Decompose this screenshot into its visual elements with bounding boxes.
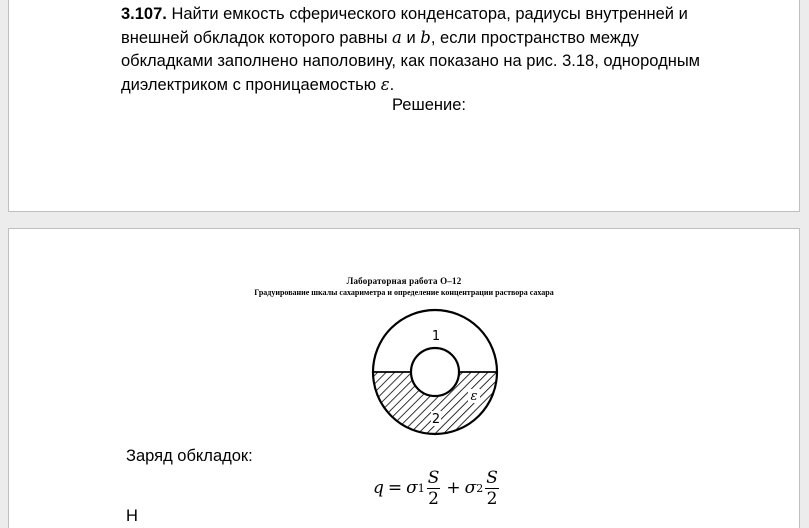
inner-sphere — [411, 348, 459, 396]
problem-statement — [121, 3, 771, 97]
document-page-top — [8, 0, 800, 212]
formula-sub-2: 2 — [476, 481, 484, 495]
problem-line-2b: , если пространство между — [430, 29, 639, 47]
fraction-s-over-2-second — [485, 468, 499, 509]
region-label-1: 1 — [431, 329, 441, 344]
variable-b: b — [420, 28, 431, 47]
formula-equals: = — [387, 478, 403, 498]
document-page-bottom — [8, 228, 800, 528]
lab-subtitle: Градуирование шкалы сахариметра и определение концентрации раствора сахара — [254, 288, 554, 297]
variable-epsilon: ε — [380, 75, 390, 94]
fraction-denominator: 2 — [486, 488, 498, 509]
problem-line-2-and: и — [401, 29, 421, 47]
problem-line-4b: . — [389, 76, 395, 94]
capacitor-figure — [365, 308, 505, 448]
cut-off-text: Н — [126, 507, 138, 525]
fraction-numerator: S — [427, 467, 440, 488]
formula-sigma-2: σ — [464, 478, 477, 498]
problem-line-1: Найти емкость сферического конденсатора, радиусы внутренней и — [166, 5, 688, 23]
fraction-s-over-2-first — [427, 468, 441, 509]
formula-q: q — [373, 478, 384, 498]
solution-label: Решение: — [392, 96, 466, 114]
formula-sub-1: 1 — [417, 481, 425, 495]
dielectric-epsilon-label: ε — [470, 389, 478, 404]
region-label-2: 2 — [431, 412, 441, 427]
formula-sigma-1: σ — [406, 478, 418, 498]
problem-line-3: обкладками заполнено наполовину, как показано на рис. 3.18, однородным — [121, 52, 701, 70]
problem-line-4a: диэлектриком с проницаемостью — [121, 76, 381, 94]
fraction-numerator: S — [486, 467, 498, 488]
fraction-denominator: 2 — [428, 488, 439, 509]
lab-title: Лабораторная работа О–12 — [346, 276, 462, 286]
problem-number: 3.107. — [121, 5, 167, 23]
variable-a: a — [392, 28, 402, 47]
formula-plus: + — [446, 478, 461, 498]
charge-formula — [373, 460, 501, 516]
problem-line-2a: внешней обкладок которого равны — [121, 29, 393, 47]
charge-label: Заряд обкладок: — [126, 447, 253, 465]
